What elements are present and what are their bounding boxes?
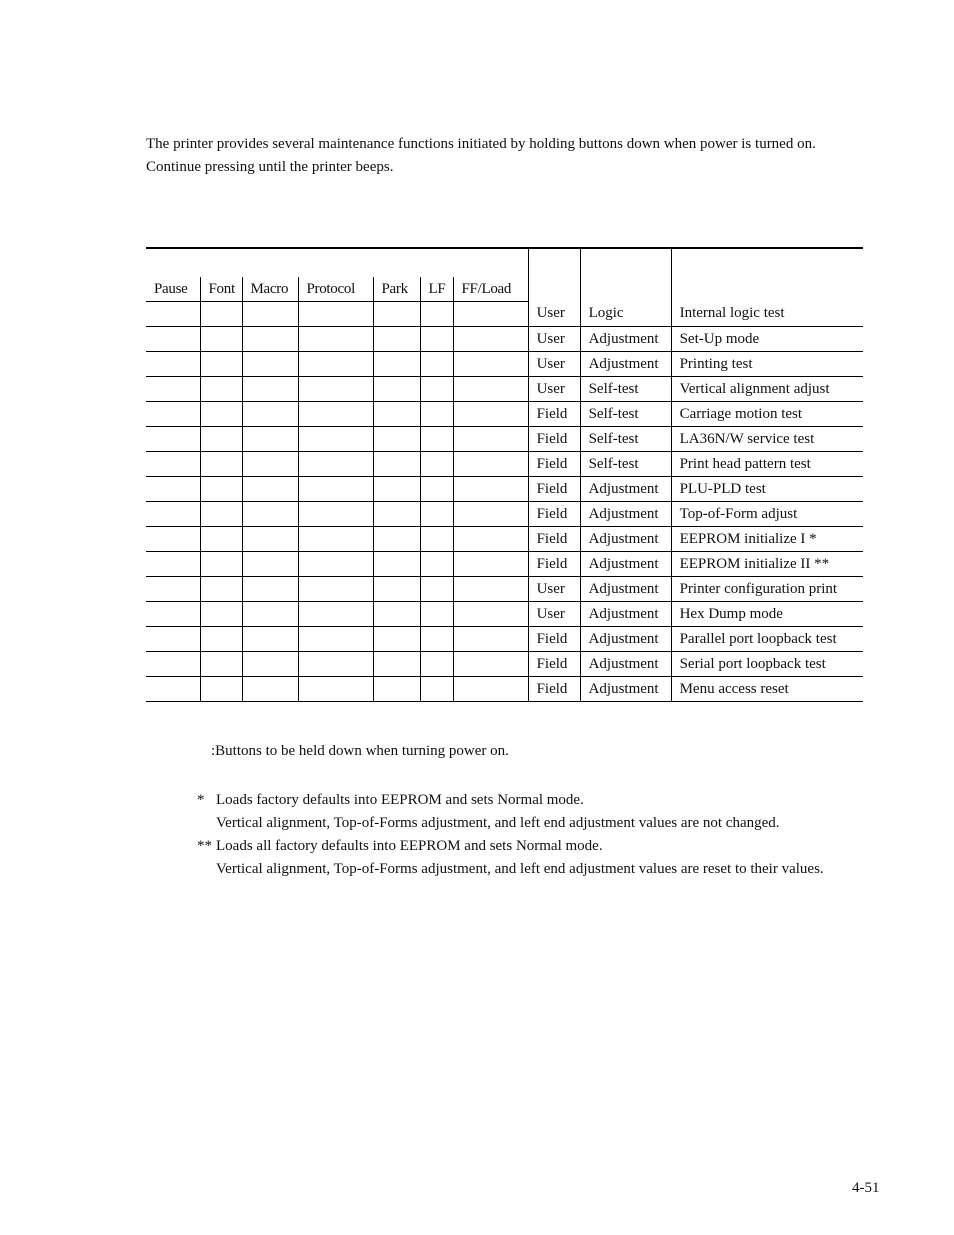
type-cell: Adjustment <box>580 327 671 352</box>
level-cell: Field <box>528 452 580 477</box>
type-cell: Adjustment <box>580 502 671 527</box>
button-cell <box>242 327 298 352</box>
table-row <box>146 677 863 702</box>
type-cell: Logic <box>580 302 671 327</box>
button-cell <box>146 427 200 452</box>
function-cell: Serial port loopback test <box>671 652 863 677</box>
button-cell <box>298 327 373 352</box>
button-cell <box>146 577 200 602</box>
table-header <box>146 248 863 302</box>
level-cell: Field <box>528 677 580 702</box>
button-cell <box>146 552 200 577</box>
type-cell: Self-test <box>580 452 671 477</box>
button-cell <box>453 552 528 577</box>
table-row <box>146 552 863 577</box>
button-cell <box>242 402 298 427</box>
button-column-header: Pause <box>146 277 200 302</box>
button-cell <box>373 677 420 702</box>
table-row <box>146 327 863 352</box>
type-cell: Adjustment <box>580 577 671 602</box>
button-cell <box>420 352 453 377</box>
level-cell: User <box>528 377 580 402</box>
button-cell <box>298 477 373 502</box>
button-cell <box>146 327 200 352</box>
button-cell <box>200 627 242 652</box>
button-cell <box>146 627 200 652</box>
button-cell <box>200 527 242 552</box>
function-cell: Printing test <box>671 352 863 377</box>
button-cell <box>420 427 453 452</box>
function-header <box>671 248 863 302</box>
button-column-header: Font <box>200 277 242 302</box>
function-cell: Printer configuration print <box>671 577 863 602</box>
function-cell: Print head pattern test <box>671 452 863 477</box>
button-cell <box>146 677 200 702</box>
type-cell: Adjustment <box>580 477 671 502</box>
button-cell <box>242 677 298 702</box>
button-cell <box>420 652 453 677</box>
button-cell <box>200 477 242 502</box>
button-cell <box>242 552 298 577</box>
button-cell <box>420 677 453 702</box>
level-cell: Field <box>528 402 580 427</box>
button-cell <box>420 552 453 577</box>
function-cell: PLU-PLD test <box>671 477 863 502</box>
type-cell: Self-test <box>580 377 671 402</box>
button-cell <box>200 402 242 427</box>
button-cell <box>453 677 528 702</box>
button-cell <box>373 552 420 577</box>
button-cell <box>200 452 242 477</box>
button-cell <box>420 452 453 477</box>
type-cell: Self-test <box>580 402 671 427</box>
button-cell <box>242 602 298 627</box>
function-cell: Parallel port loopback test <box>671 627 863 652</box>
button-cell <box>242 352 298 377</box>
button-cell <box>373 352 420 377</box>
button-cell <box>200 602 242 627</box>
button-column-header: FF/Load <box>453 277 528 302</box>
button-cell <box>453 302 528 327</box>
footnote-text: Loads all factory defaults into EEPROM and sets Normal mode. <box>216 838 603 854</box>
level-cell: Field <box>528 527 580 552</box>
button-cell <box>200 377 242 402</box>
function-cell: Set-Up mode <box>671 327 863 352</box>
function-cell: Hex Dump mode <box>671 602 863 627</box>
footnote-text: Vertical alignment, Top-of-Forms adjustment, and left end adjustment values are not changed. <box>216 815 780 831</box>
type-cell: Adjustment <box>580 652 671 677</box>
level-cell: Field <box>528 652 580 677</box>
button-cell <box>453 427 528 452</box>
button-cell <box>200 302 242 327</box>
level-cell: Field <box>528 552 580 577</box>
button-cell <box>200 677 242 702</box>
table-row <box>146 402 863 427</box>
button-column-header: Macro <box>242 277 298 302</box>
button-cell <box>242 652 298 677</box>
button-cell <box>420 627 453 652</box>
button-cell <box>373 627 420 652</box>
table-row <box>146 652 863 677</box>
button-cell <box>420 377 453 402</box>
button-cell <box>242 527 298 552</box>
legend-note: :Buttons to be held down when turning power on. <box>211 743 509 759</box>
button-cell <box>373 427 420 452</box>
table-row <box>146 427 863 452</box>
level-cell: Field <box>528 477 580 502</box>
button-cell <box>298 652 373 677</box>
table-row <box>146 627 863 652</box>
button-cell <box>298 502 373 527</box>
level-cell: User <box>528 352 580 377</box>
table-body <box>146 302 863 702</box>
button-cell <box>420 477 453 502</box>
type-cell: Adjustment <box>580 552 671 577</box>
button-column-header: LF <box>420 277 453 302</box>
intro-paragraph <box>146 133 886 179</box>
button-cell <box>146 377 200 402</box>
button-cell <box>373 452 420 477</box>
button-cell <box>298 452 373 477</box>
button-cell <box>453 377 528 402</box>
button-cell <box>373 652 420 677</box>
table-row <box>146 502 863 527</box>
button-cell <box>298 302 373 327</box>
button-cell <box>453 402 528 427</box>
function-cell: EEPROM initialize II ** <box>671 552 863 577</box>
type-cell: Adjustment <box>580 527 671 552</box>
table-row <box>146 452 863 477</box>
function-cell: EEPROM initialize I * <box>671 527 863 552</box>
footnote-text: Vertical alignment, Top-of-Forms adjustment, and left end adjustment values are reset to their values. <box>216 861 824 877</box>
button-cell <box>373 302 420 327</box>
button-cell <box>453 352 528 377</box>
button-cell <box>453 327 528 352</box>
button-cell <box>373 602 420 627</box>
button-cell <box>146 502 200 527</box>
level-cell: Field <box>528 427 580 452</box>
button-cell <box>420 402 453 427</box>
function-cell: LA36N/W service test <box>671 427 863 452</box>
button-cell <box>453 527 528 552</box>
button-cell <box>453 502 528 527</box>
button-cell <box>420 302 453 327</box>
button-cell <box>146 477 200 502</box>
button-column-header: Protocol <box>298 277 373 302</box>
level-cell: User <box>528 302 580 327</box>
button-cell <box>453 627 528 652</box>
button-cell <box>298 677 373 702</box>
function-cell: Menu access reset <box>671 677 863 702</box>
button-cell <box>298 527 373 552</box>
button-cell <box>242 302 298 327</box>
button-cell <box>373 502 420 527</box>
type-cell: Adjustment <box>580 352 671 377</box>
table-row <box>146 602 863 627</box>
button-cell <box>298 402 373 427</box>
maintenance-functions-table <box>146 247 863 702</box>
button-cell <box>298 577 373 602</box>
button-cell <box>146 452 200 477</box>
button-cell <box>200 352 242 377</box>
button-cell <box>298 552 373 577</box>
button-cell <box>420 602 453 627</box>
button-cell <box>146 352 200 377</box>
button-column-header: Park <box>373 277 420 302</box>
button-cell <box>146 402 200 427</box>
footnote-1 <box>197 789 780 835</box>
button-cell <box>146 602 200 627</box>
function-cell: Vertical alignment adjust <box>671 377 863 402</box>
type-cell: Adjustment <box>580 627 671 652</box>
button-cell <box>373 577 420 602</box>
button-cell <box>146 652 200 677</box>
button-cell <box>453 577 528 602</box>
table-row <box>146 577 863 602</box>
button-cell <box>373 327 420 352</box>
button-cell <box>200 327 242 352</box>
function-cell: Internal logic test <box>671 302 863 327</box>
button-cell <box>453 452 528 477</box>
button-cell <box>200 427 242 452</box>
button-cell <box>420 577 453 602</box>
button-cell <box>298 427 373 452</box>
button-cell <box>242 427 298 452</box>
level-header <box>528 248 580 302</box>
button-cell <box>298 627 373 652</box>
level-cell: User <box>528 577 580 602</box>
button-header-group <box>146 248 528 277</box>
page-number: 4-51 <box>852 1180 880 1196</box>
footnote-mark: ** <box>197 838 212 854</box>
footnote-text: Loads factory defaults into EEPROM and sets Normal mode. <box>216 792 584 808</box>
button-cell <box>420 502 453 527</box>
button-cell <box>242 452 298 477</box>
button-cell <box>373 477 420 502</box>
button-cell <box>146 527 200 552</box>
table-row <box>146 527 863 552</box>
button-cell <box>200 552 242 577</box>
button-cell <box>200 577 242 602</box>
button-cell <box>146 302 200 327</box>
button-cell <box>453 477 528 502</box>
function-cell: Top-of-Form adjust <box>671 502 863 527</box>
button-cell <box>373 377 420 402</box>
button-cell <box>242 577 298 602</box>
function-cell: Carriage motion test <box>671 402 863 427</box>
button-cell <box>420 327 453 352</box>
button-cell <box>453 652 528 677</box>
button-cell <box>298 602 373 627</box>
type-cell: Self-test <box>580 427 671 452</box>
type-cell: Adjustment <box>580 677 671 702</box>
level-cell: Field <box>528 627 580 652</box>
button-cell <box>242 377 298 402</box>
button-cell <box>242 502 298 527</box>
table-row <box>146 302 863 327</box>
button-cell <box>298 352 373 377</box>
table-row <box>146 477 863 502</box>
button-cell <box>200 502 242 527</box>
type-header <box>580 248 671 302</box>
table-row <box>146 377 863 402</box>
button-cell <box>453 602 528 627</box>
button-cell <box>420 527 453 552</box>
footnote-mark: * <box>197 792 205 808</box>
button-cell <box>373 527 420 552</box>
button-cell <box>200 652 242 677</box>
intro-line-2: Continue pressing until the printer beeps. <box>146 159 394 175</box>
button-cell <box>298 377 373 402</box>
level-cell: User <box>528 602 580 627</box>
level-cell: User <box>528 327 580 352</box>
table-row <box>146 352 863 377</box>
level-cell: Field <box>528 502 580 527</box>
button-cell <box>242 627 298 652</box>
type-cell: Adjustment <box>580 602 671 627</box>
intro-line-1: The printer provides several maintenance functions initiated by holding buttons down when power is turned on. <box>146 136 816 152</box>
footnote-2 <box>197 835 824 881</box>
button-cell <box>373 402 420 427</box>
button-cell <box>242 477 298 502</box>
